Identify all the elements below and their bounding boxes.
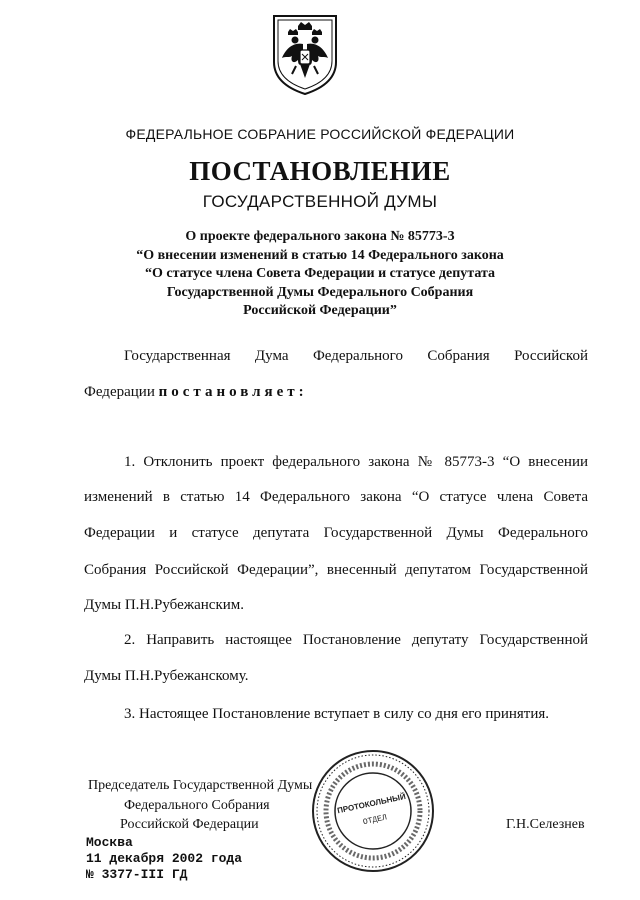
document-title: ПОСТАНОВЛЕНИЕ <box>189 156 451 186</box>
item3-line: 3. Настоящее Постановление вступает в силу со дня его принятия. <box>124 706 550 722</box>
document-subtitle: ГОСУДАРСТВЕННОЙ ДУМЫ <box>202 192 438 211</box>
item2-line: Думы П.Н.Рубежанскому. <box>84 668 249 684</box>
coat-of-arms-emblem <box>270 12 340 96</box>
preamble-prefix: Федерации <box>84 384 155 400</box>
item1-line: Собрания Российской Федерации”, внесенный депутатом Государственной <box>84 562 588 578</box>
signatory-title-line-3: Российской Федерации <box>120 817 259 832</box>
item1-line: Думы П.Н.Рубежанским. <box>84 597 245 613</box>
signatory-name: Г.Н.Селезнев <box>506 817 585 832</box>
subject-line: “О внесении изменений в статью 14 Федерального закона <box>136 247 504 263</box>
subject-line: Государственной Думы Федерального Собрания <box>166 284 474 300</box>
preamble-emphasis: постановляет: <box>158 384 308 400</box>
subject-line: “О статусе члена Совета Федерации и статусе депутата <box>144 266 496 281</box>
subject-line: О проекте федерального закона № 85773-3 <box>185 229 455 244</box>
issue-city: Москва <box>86 835 133 850</box>
issue-date: 11 декабря 2002 года <box>86 851 243 866</box>
stamp-text-bottom: ОТДЕЛ <box>362 813 388 828</box>
stamp-text-top: ПРОТОКОЛЬНЫЙ <box>336 792 407 816</box>
item2-line: 2. Направить настоящее Постановление депутату Государственной <box>124 632 588 648</box>
subject-line: Российской Федерации” <box>243 303 397 318</box>
preamble-line-1: Государственная Дума Федерального Собрания Российской <box>124 348 588 364</box>
item1-line: Федерации и статусе депутата Государственной Думы Федерального <box>84 525 588 541</box>
signatory-title-line-2: Федерального Собрания <box>124 798 270 813</box>
official-stamp <box>310 748 436 874</box>
signatory-title-line-1: Председатель Государственной Думы <box>88 778 313 793</box>
document-number: № 3377-III ГД <box>86 867 188 882</box>
document-subject <box>60 228 580 321</box>
organization-header: ФЕДЕРАЛЬНОЕ СОБРАНИЕ РОССИЙСКОЙ ФЕДЕРАЦИИ <box>125 126 515 142</box>
preamble-line-2 <box>84 384 308 401</box>
item1-line: изменений в статью 14 Федерального закона “О статусе члена Совета <box>84 489 588 505</box>
item1-line: 1. Отклонить проект федерального закона № 85773-3 “О внесении <box>124 454 588 470</box>
